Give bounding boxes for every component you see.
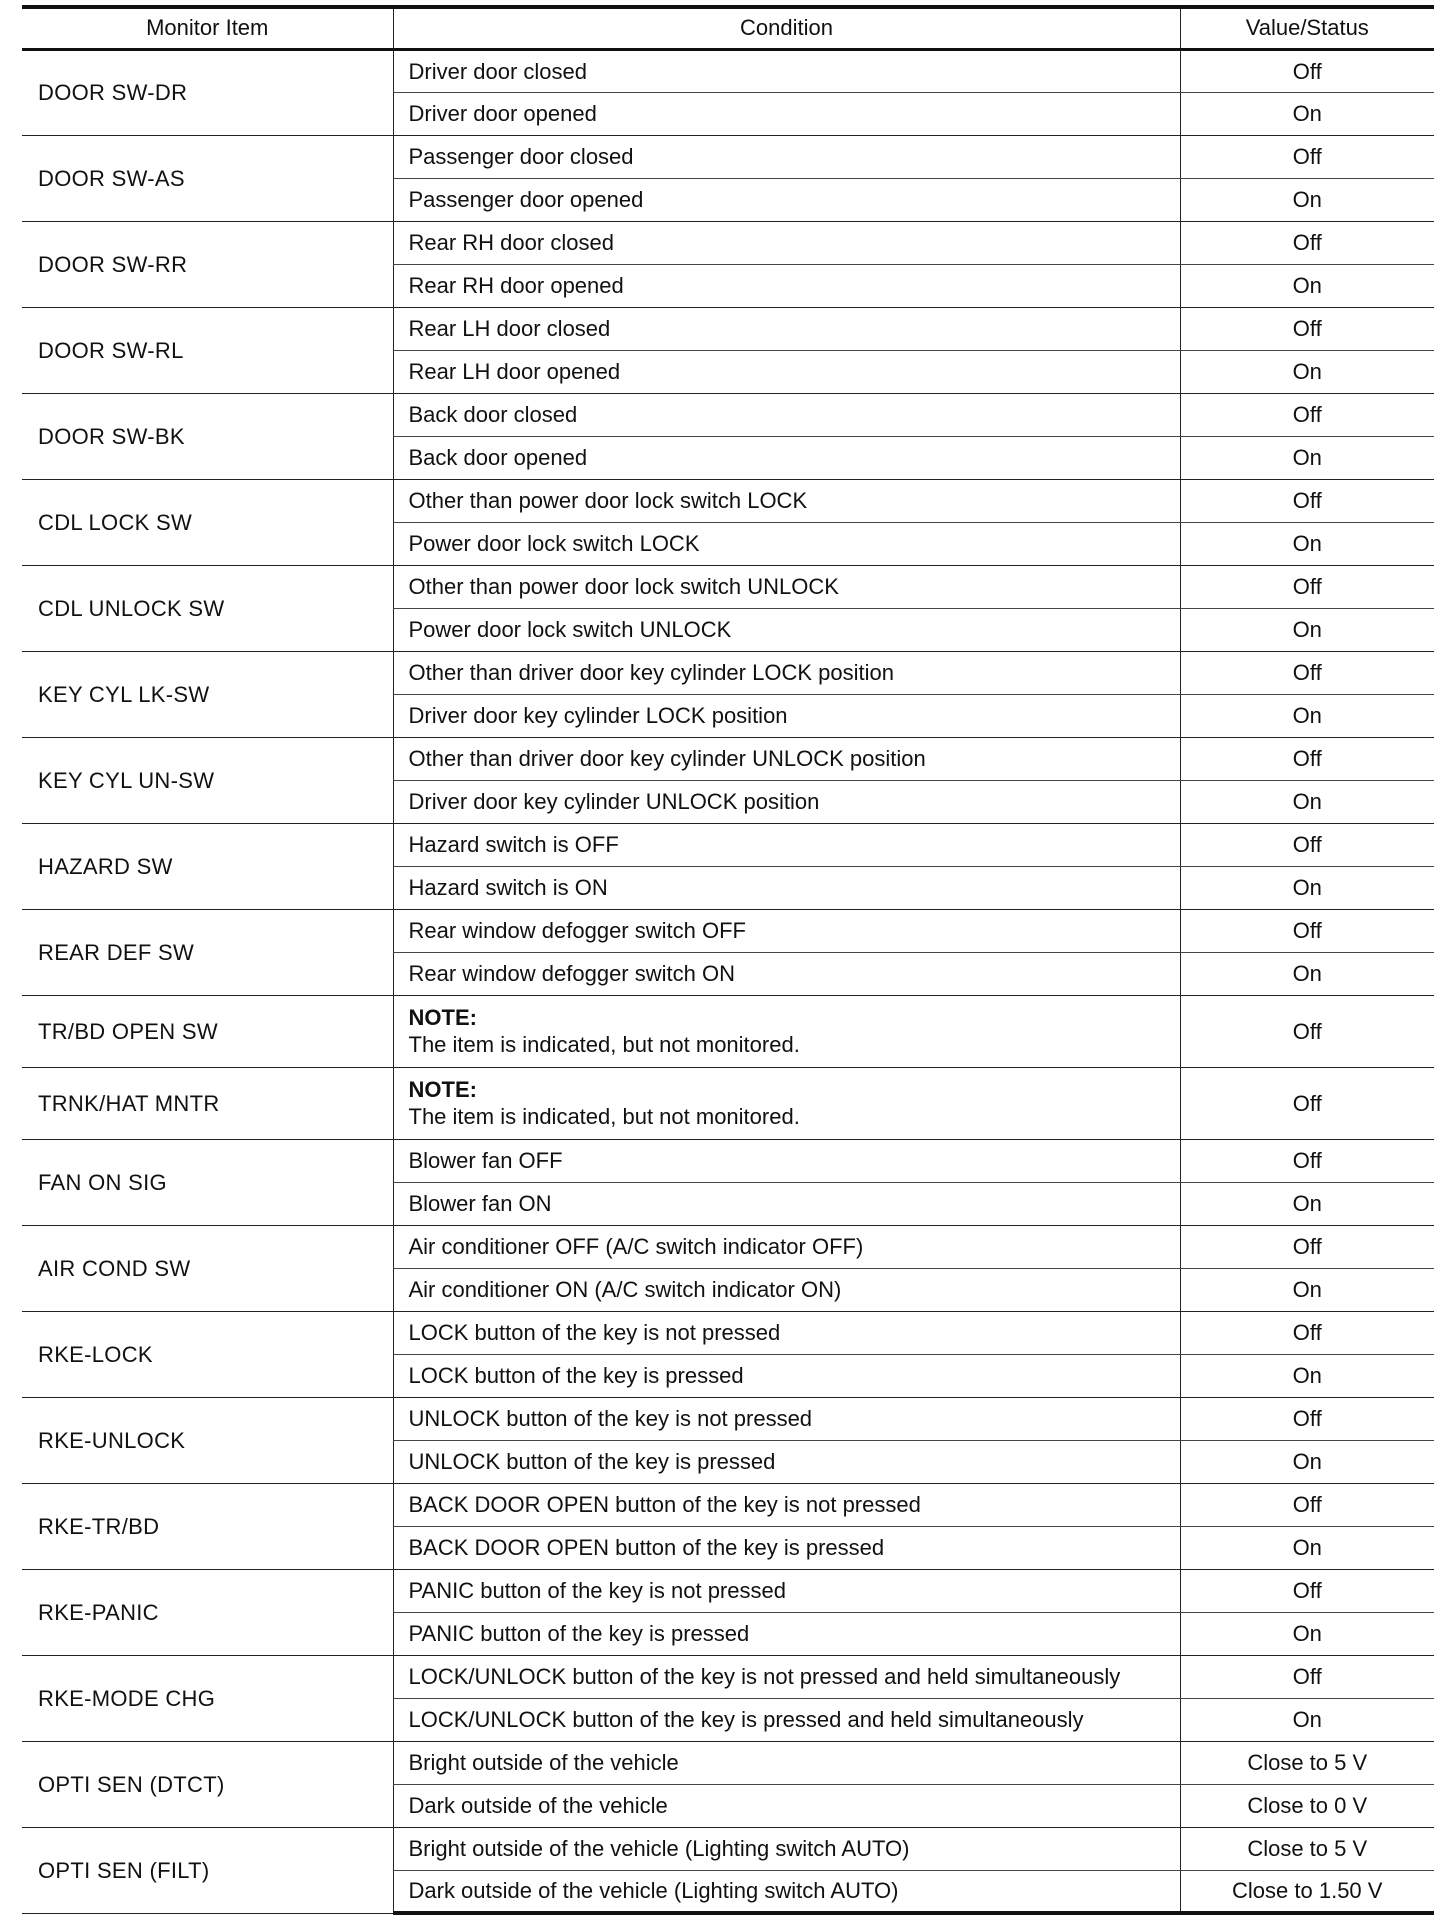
table-row (22, 995, 1434, 1067)
header-value-status: Value/Status (1180, 7, 1434, 49)
monitor-item-rke-lock: RKE-LOCK (22, 1311, 393, 1397)
table-row (22, 49, 1434, 92)
condition-cell: LOCK/UNLOCK button of the key is pressed and held simultaneously (393, 1698, 1180, 1741)
condition-cell: Rear RH door opened (393, 264, 1180, 307)
value-status-cell: Off (1180, 307, 1434, 350)
condition-cell: Dark outside of the vehicle (393, 1784, 1180, 1827)
value-status-cell: Off (1180, 565, 1434, 608)
monitor-item-cdl-lock-sw: CDL LOCK SW (22, 479, 393, 565)
condition-cell: Hazard switch is ON (393, 866, 1180, 909)
monitor-item-rke-panic: RKE-PANIC (22, 1569, 393, 1655)
condition-cell: Other than power door lock switch UNLOCK (393, 565, 1180, 608)
value-status-cell: On (1180, 92, 1434, 135)
table-row (22, 737, 1434, 780)
condition-cell: Rear LH door closed (393, 307, 1180, 350)
table-row (22, 823, 1434, 866)
table-row (22, 393, 1434, 436)
condition-cell: Power door lock switch LOCK (393, 522, 1180, 565)
condition-cell: BACK DOOR OPEN button of the key is not pressed (393, 1483, 1180, 1526)
condition-cell: Power door lock switch UNLOCK (393, 608, 1180, 651)
table-row (22, 479, 1434, 522)
table-row (22, 135, 1434, 178)
condition-cell: LOCK button of the key is pressed (393, 1354, 1180, 1397)
value-status-cell: Off (1180, 1569, 1434, 1612)
table-row (22, 651, 1434, 694)
condition-cell: Passenger door opened (393, 178, 1180, 221)
value-status-cell: Off (1180, 1483, 1434, 1526)
monitor-item-opti-sen-filt: OPTI SEN (FILT) (22, 1827, 393, 1913)
header-row (22, 7, 1434, 49)
table-row (22, 909, 1434, 952)
value-status-cell: On (1180, 1698, 1434, 1741)
monitor-item-key-cyl-lk-sw: KEY CYL LK-SW (22, 651, 393, 737)
value-status-cell: On (1180, 178, 1434, 221)
monitor-item-door-sw-bk: DOOR SW-BK (22, 393, 393, 479)
monitor-item-rke-tr-bd: RKE-TR/BD (22, 1483, 393, 1569)
condition-cell: Blower fan OFF (393, 1139, 1180, 1182)
monitor-item-hazard-sw: HAZARD SW (22, 823, 393, 909)
condition-cell: Back door opened (393, 436, 1180, 479)
value-status-cell: Close to 1.50 V (1180, 1870, 1434, 1913)
condition-cell: UNLOCK button of the key is not pressed (393, 1397, 1180, 1440)
value-status-cell: Off (1180, 1067, 1434, 1139)
condition-cell: Rear RH door closed (393, 221, 1180, 264)
table-row (22, 1225, 1434, 1268)
table-row (22, 1483, 1434, 1526)
condition-cell (393, 995, 1180, 1067)
value-status-cell: Off (1180, 995, 1434, 1067)
value-status-cell: On (1180, 1526, 1434, 1569)
value-status-cell: On (1180, 1612, 1434, 1655)
condition-cell: Dark outside of the vehicle (Lighting switch AUTO) (393, 1870, 1180, 1913)
table-row (22, 307, 1434, 350)
monitor-item-key-cyl-un-sw: KEY CYL UN-SW (22, 737, 393, 823)
condition-cell: Other than driver door key cylinder UNLOCK position (393, 737, 1180, 780)
value-status-cell: Off (1180, 221, 1434, 264)
condition-cell: Air conditioner OFF (A/C switch indicator OFF) (393, 1225, 1180, 1268)
condition-cell: Rear LH door opened (393, 350, 1180, 393)
condition-cell: Back door closed (393, 393, 1180, 436)
value-status-cell: On (1180, 264, 1434, 307)
value-status-cell: Close to 5 V (1180, 1827, 1434, 1870)
condition-cell: Driver door opened (393, 92, 1180, 135)
condition-cell: Other than power door lock switch LOCK (393, 479, 1180, 522)
value-status-cell: Off (1180, 1655, 1434, 1698)
condition-cell: Hazard switch is OFF (393, 823, 1180, 866)
condition-cell: BACK DOOR OPEN button of the key is pressed (393, 1526, 1180, 1569)
monitor-item-tr-bd-open-sw: TR/BD OPEN SW (22, 995, 393, 1067)
note-label: NOTE: (408, 1005, 477, 1030)
condition-cell: LOCK button of the key is not pressed (393, 1311, 1180, 1354)
header-monitor-item: Monitor Item (22, 7, 393, 49)
monitor-item-rke-mode-chg: RKE-MODE CHG (22, 1655, 393, 1741)
value-status-cell: On (1180, 1440, 1434, 1483)
note-label: NOTE: (408, 1077, 477, 1102)
value-status-cell: Off (1180, 135, 1434, 178)
value-status-cell: Off (1180, 393, 1434, 436)
table-row (22, 221, 1434, 264)
value-status-cell: Off (1180, 1225, 1434, 1268)
value-status-cell: On (1180, 1182, 1434, 1225)
value-status-cell: Off (1180, 823, 1434, 866)
value-status-cell: Close to 0 V (1180, 1784, 1434, 1827)
condition-cell: PANIC button of the key is pressed (393, 1612, 1180, 1655)
table-row (22, 1569, 1434, 1612)
value-status-cell: On (1180, 1354, 1434, 1397)
value-status-cell: On (1180, 436, 1434, 479)
monitor-item-door-sw-dr: DOOR SW-DR (22, 49, 393, 135)
value-status-cell: Close to 5 V (1180, 1741, 1434, 1784)
table-row (22, 565, 1434, 608)
condition-cell: Driver door key cylinder LOCK position (393, 694, 1180, 737)
monitor-item-air-cond-sw: AIR COND SW (22, 1225, 393, 1311)
note-text: The item is indicated, but not monitored. (408, 1104, 800, 1129)
monitor-item-opti-sen-dtct: OPTI SEN (DTCT) (22, 1741, 393, 1827)
value-status-cell: On (1180, 1268, 1434, 1311)
value-status-cell: On (1180, 780, 1434, 823)
header-condition: Condition (393, 7, 1180, 49)
condition-cell: PANIC button of the key is not pressed (393, 1569, 1180, 1612)
value-status-cell: Off (1180, 737, 1434, 780)
condition-cell: LOCK/UNLOCK button of the key is not pressed and held simultaneously (393, 1655, 1180, 1698)
value-status-cell: Off (1180, 1397, 1434, 1440)
condition-cell: Rear window defogger switch OFF (393, 909, 1180, 952)
monitor-item-door-sw-rr: DOOR SW-RR (22, 221, 393, 307)
value-status-cell: Off (1180, 1139, 1434, 1182)
value-status-cell: On (1180, 694, 1434, 737)
monitor-item-trnk-hat-mntr: TRNK/HAT MNTR (22, 1067, 393, 1139)
table-row (22, 1139, 1434, 1182)
table-row (22, 1741, 1434, 1784)
value-status-cell: Off (1180, 479, 1434, 522)
value-status-cell: On (1180, 608, 1434, 651)
condition-cell: Passenger door closed (393, 135, 1180, 178)
monitor-item-door-sw-rl: DOOR SW-RL (22, 307, 393, 393)
monitor-item-fan-on-sig: FAN ON SIG (22, 1139, 393, 1225)
table-row (22, 1655, 1434, 1698)
condition-cell: Air conditioner ON (A/C switch indicator ON) (393, 1268, 1180, 1311)
value-status-cell: On (1180, 350, 1434, 393)
table-row (22, 1311, 1434, 1354)
value-status-cell: Off (1180, 909, 1434, 952)
condition-cell: Rear window defogger switch ON (393, 952, 1180, 995)
condition-cell: Driver door key cylinder UNLOCK position (393, 780, 1180, 823)
condition-cell: UNLOCK button of the key is pressed (393, 1440, 1180, 1483)
value-status-cell: Off (1180, 1311, 1434, 1354)
table-row (22, 1397, 1434, 1440)
monitor-item-door-sw-as: DOOR SW-AS (22, 135, 393, 221)
value-status-cell: On (1180, 866, 1434, 909)
condition-cell: Bright outside of the vehicle (393, 1741, 1180, 1784)
monitor-item-rke-unlock: RKE-UNLOCK (22, 1397, 393, 1483)
value-status-cell: Off (1180, 49, 1434, 92)
table-body (22, 49, 1434, 1913)
value-status-cell: Off (1180, 651, 1434, 694)
table-row (22, 1827, 1434, 1870)
monitor-table (22, 5, 1434, 1915)
monitor-item-rear-def-sw: REAR DEF SW (22, 909, 393, 995)
condition-cell: Driver door closed (393, 49, 1180, 92)
condition-cell: Blower fan ON (393, 1182, 1180, 1225)
condition-cell: Other than driver door key cylinder LOCK position (393, 651, 1180, 694)
table-row (22, 1067, 1434, 1139)
condition-cell: Bright outside of the vehicle (Lighting switch AUTO) (393, 1827, 1180, 1870)
value-status-cell: On (1180, 522, 1434, 565)
note-text: The item is indicated, but not monitored. (408, 1032, 800, 1057)
value-status-cell: On (1180, 952, 1434, 995)
monitor-item-cdl-unlock-sw: CDL UNLOCK SW (22, 565, 393, 651)
condition-cell (393, 1067, 1180, 1139)
